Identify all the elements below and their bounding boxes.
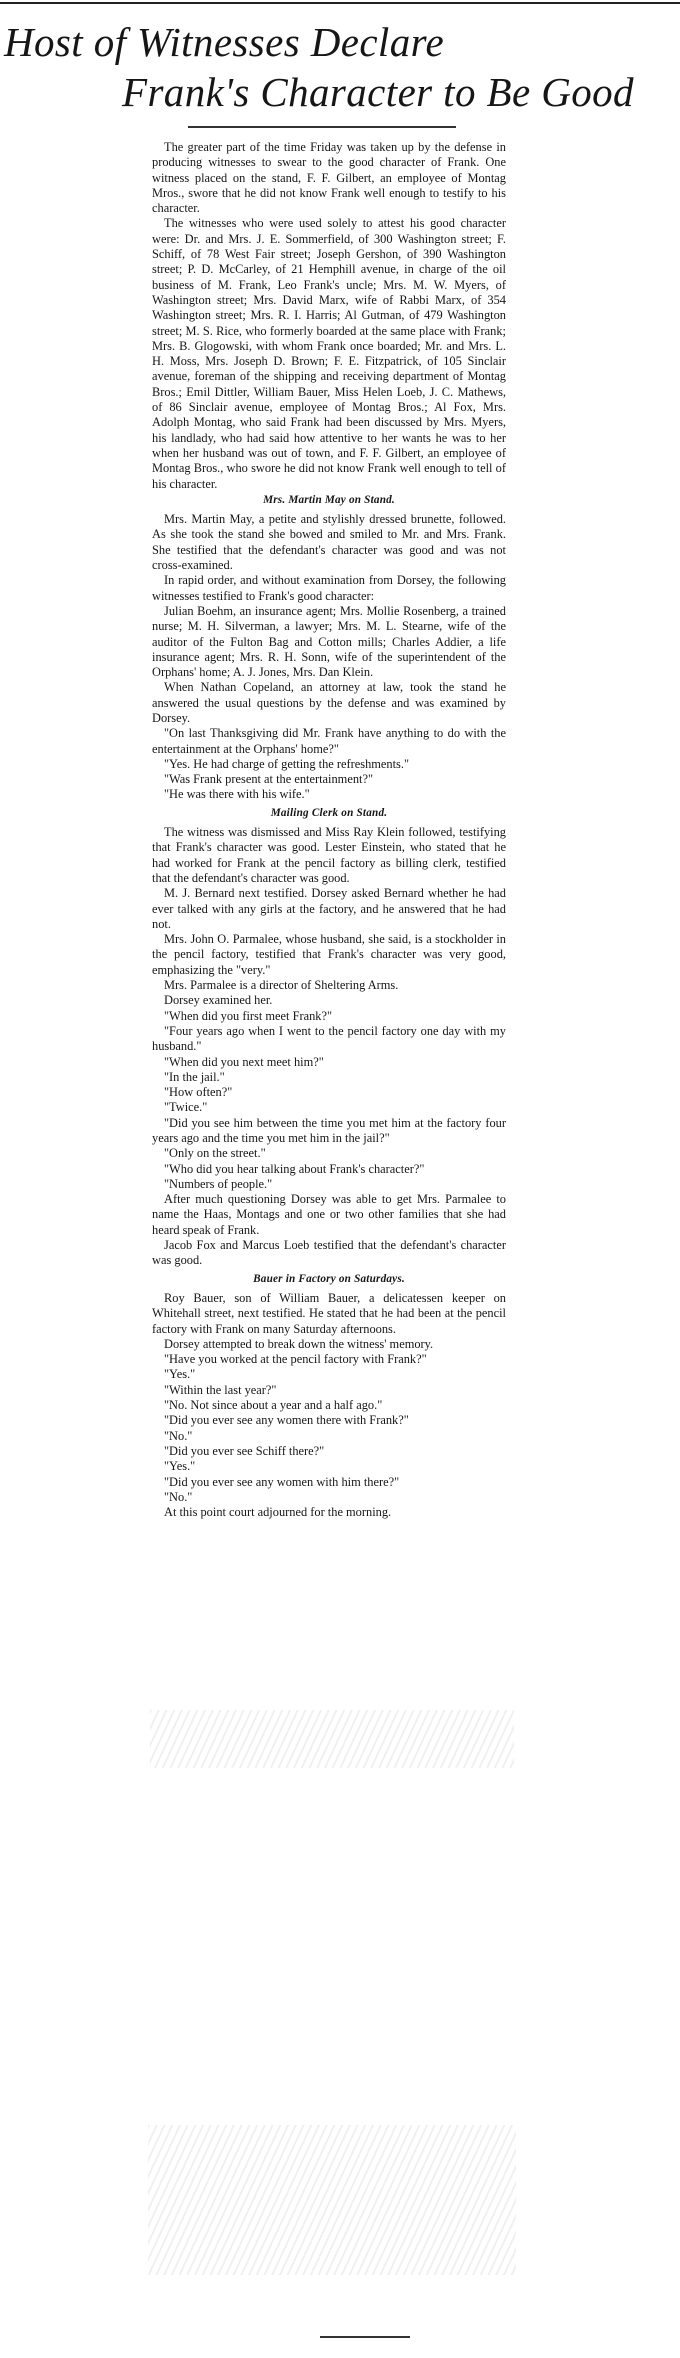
paragraph: Mrs. Martin May, a petite and stylishly dressed brunette, followed. As she took the stand she bowed and smiled to Mr. and Mrs. Frank. She testified that the defendant's character was good and was not cross-examined. bbox=[152, 512, 506, 573]
paragraph: The greater part of the time Friday was taken up by the defense in producing witnesses to swear to the good character of Frank. One witness placed on the stand, F. F. Gilbert, an employee of Montag Mros., swore that he did not know Frank well enough to testify to his character. bbox=[152, 140, 506, 216]
paragraph: "Four years ago when I went to the pencil factory one day with my husband." bbox=[152, 1023, 506, 1054]
paragraph: "In the jail." bbox=[164, 1069, 225, 1084]
paragraph: Julian Boehm, an insurance agent; Mrs. Mollie Rosenberg, a trained nurse; M. H. Silverman, a lawyer; Mrs. M. L. Stearne, wife of the auditor of the Fulton Bag and Cotton mills; Charles Addier, a life insurance agent; Mrs. R. H. Sonn, wife of the superintendent of the Orphans' home; A. J. Jones, Mrs. Dan Klein. bbox=[152, 603, 506, 680]
paragraph: "Who did you hear talking about Frank's character?" bbox=[164, 1161, 425, 1176]
paragraph: "He was there with his wife." bbox=[164, 787, 310, 802]
paragraph: "Did you ever see any women there with Frank?" bbox=[164, 1413, 409, 1428]
headline-line-1: Host of Witnesses Declare bbox=[4, 19, 445, 65]
paragraph: "Did you ever see Schiff there?" bbox=[164, 1443, 325, 1458]
paragraph: "Numbers of people." bbox=[164, 1176, 273, 1191]
section-parmalee-testimony bbox=[152, 825, 506, 1269]
paragraph: "Was Frank present at the entertainment?" bbox=[164, 772, 374, 787]
paragraph: "Yes." bbox=[164, 1367, 196, 1382]
headline bbox=[0, 4, 680, 122]
paragraph: When Nathan Copeland, an attorney at law, took the stand he answered the usual questions by the defense and was examined by Dorsey. bbox=[152, 680, 506, 725]
paragraph: Mrs. John O. Parmalee, whose husband, she said, is a stockholder in the pencil factory, testified that Frank's character was very good, emphasizing the "very." bbox=[152, 932, 506, 977]
paragraph: After much questioning Dorsey was able to get Mrs. Parmalee to name the Haas, Montags and one or two other families that she had heard speak of Frank. bbox=[152, 1192, 506, 1237]
paragraph: "No." bbox=[164, 1489, 193, 1504]
paragraph: "When did you next meet him?" bbox=[164, 1054, 324, 1069]
paragraph: "Yes." bbox=[164, 1459, 196, 1474]
paragraph: "Did you see him between the time you met him at the factory four years ago and the time you met him in the jail?" bbox=[152, 1115, 506, 1145]
paragraph: "Within the last year?" bbox=[164, 1382, 277, 1397]
paragraph: "Yes. He had charge of getting the refreshments." bbox=[164, 756, 410, 771]
paragraph: At this point court adjourned for the morning. bbox=[164, 1505, 392, 1520]
paragraph: The witnesses who were used solely to attest his good character were: Dr. and Mrs. J. E. Sommerfield, of 300 Washington street; F. Schiff, of 78 West Fair street; Joseph Gershon, of 390 Washington street; P. D. McCarley, of 21 Hemphill avenue, in charge of the oil business of M. Frank, Leo Frank's uncle; Mrs. M. W. Myers, of Washington street; Mrs. David Marx, wife of Rabbi Marx, of 354 Washington street; Mrs. R. I. Harris; Al Gutman, of 479 Washington street; M. S. Rice, who formerly boarded at the same place with Frank; Mrs. B. Glogowski, with whom Frank once boarded; Mr. and Mrs. L. H. Moss, Mrs. Joseph D. Brown; F. E. Fitzpatrick, of 105 Sinclair avenue, foreman of the shipping and receiving department of Montag Bros.; Emil Dittler, William Bauer, Miss Helen Loeb, J. C. Mathews, of 86 Sinclair avenue, employee of Montag Bros.; Al Fox, Mrs. Adolph Montag, who said Frank had been discussed by Mrs. Myers, his landlady, who had said how attentive to her wants he was to her when her husband was out of town, and F. F. Gilbert, an employee of Montag Bros., who swore he did not know Frank well enough to tell of his character. bbox=[152, 216, 506, 491]
closing-rule bbox=[320, 2336, 410, 2338]
subhead-bauer-factory: Bauer in Factory on Saturdays. bbox=[253, 1272, 405, 1285]
paragraph: "When did you first meet Frank?" bbox=[164, 1008, 333, 1023]
paragraph: "Have you worked at the pencil factory with Frank?" bbox=[164, 1352, 427, 1367]
headline-divider bbox=[188, 126, 456, 128]
paragraph: Jacob Fox and Marcus Loeb testified that the defendant's character was good. bbox=[152, 1238, 506, 1268]
paragraph: "No. Not since about a year and a half ago." bbox=[164, 1398, 383, 1413]
paragraph: Dorsey attempted to break down the witness' memory. bbox=[164, 1336, 434, 1351]
section-bauer-testimony bbox=[152, 1291, 506, 1520]
paragraph: Mrs. Parmalee is a director of Sheltering Arms. bbox=[164, 978, 399, 993]
section-opening bbox=[152, 140, 506, 492]
paragraph: In rapid order, and without examination from Dorsey, the following witnesses testified to Frank's good character: bbox=[152, 573, 506, 603]
paragraph: M. J. Bernard next testified. Dorsey asked Bernard whether he had ever talked with any girls at the factory, and he answered that he had not. bbox=[152, 886, 506, 931]
headline-line-2: Frank's Character to Be Good bbox=[122, 69, 634, 115]
paragraph: Roy Bauer, son of William Bauer, a delicatessen keeper on Whitehall street, next testified. He stated that he had been at the pencil factory with Frank on many Saturday afternoons. bbox=[152, 1290, 506, 1336]
paragraph: The witness was dismissed and Miss Ray Klein followed, testifying that Frank's character was good. Lester Einstein, who stated that he had worked for Frank at the pencil factory as billing clerk, testified that the defendant's character was good. bbox=[152, 825, 506, 885]
section-may-testimony bbox=[152, 512, 506, 803]
article-body bbox=[152, 140, 506, 1520]
paragraph: "Only on the street." bbox=[164, 1146, 266, 1161]
paragraph: "How often?" bbox=[164, 1085, 233, 1100]
print-smudge bbox=[150, 1710, 514, 1768]
paragraph: Dorsey examined her. bbox=[164, 993, 273, 1008]
paragraph: "Did you ever see any women with him there?" bbox=[164, 1474, 400, 1489]
paragraph: "On last Thanksgiving did Mr. Frank have anything to do with the entertainment at the Orphans' home?" bbox=[152, 726, 506, 756]
paragraph: "No." bbox=[164, 1428, 193, 1443]
subhead-mrs-martin-may: Mrs. Martin May on Stand. bbox=[263, 493, 395, 506]
subhead-mailing-clerk: Mailing Clerk on Stand. bbox=[270, 806, 388, 819]
paragraph: "Twice." bbox=[164, 1100, 208, 1115]
print-smudge-lower bbox=[148, 2125, 516, 2275]
